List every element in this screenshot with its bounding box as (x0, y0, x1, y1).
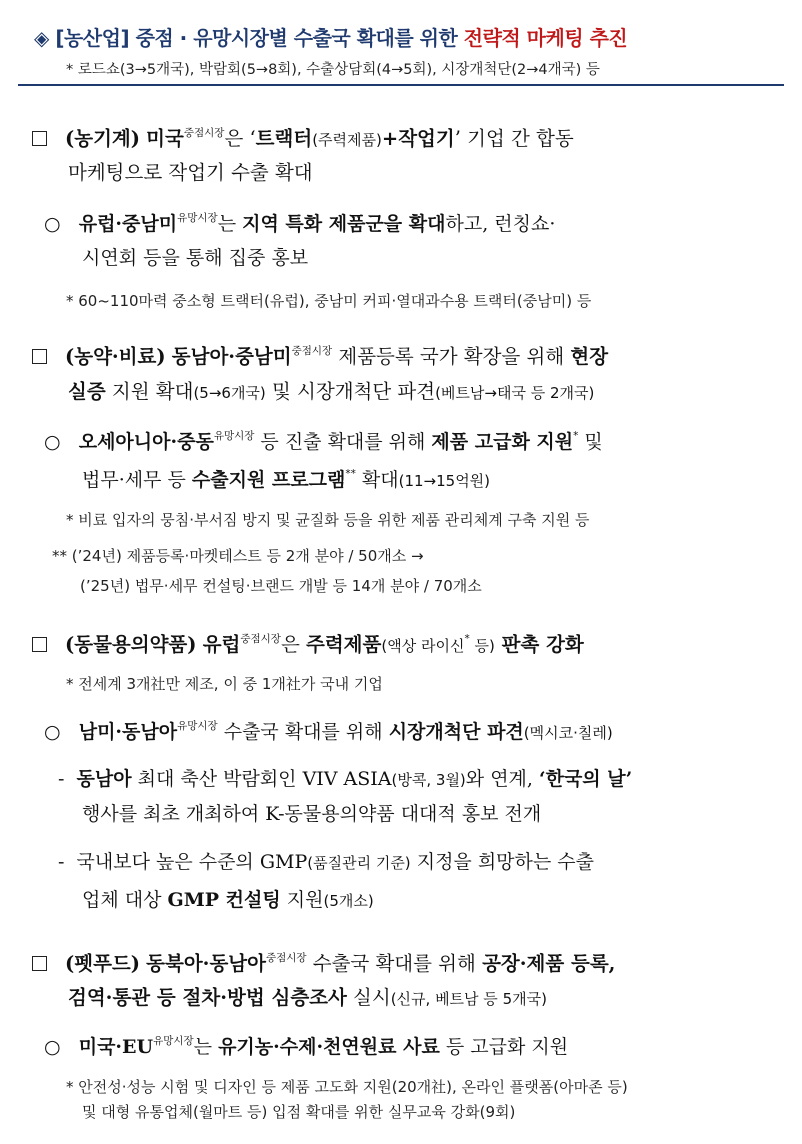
agrochem-sub-line-2: 법무·세무 등 수출지원 프로그램** 확대(11→15억원) (82, 468, 491, 491)
vet-dash1-line-1: - 동남아 최대 축산 박람회인 VIV ASIA(방콕, 3월)와 연계, ‘한국의 날’ (58, 768, 633, 790)
machinery-line-1: (농기계) 미국$^{중점시장}$은 ‘트랙터(주력제품)+작업기’ 기업 간 합동 (32, 124, 574, 155)
square-bullet-icon (32, 637, 47, 652)
machinery-sub-line-1: ○ 유럽·중남미$^{유망시장}$는 지역 특화 제품군을 확대하고, 런칭쇼· (44, 212, 556, 235)
vet-note: * 전세계 3개社만 제조, 이 중 1개社가 국내 기업 (66, 675, 383, 693)
vet-line-1: (동물용의약품) 유럽$^{중점시장}$은 주력제품(액상 라이신* 등) 판촉 강화 (32, 630, 584, 661)
square-bullet-icon (32, 956, 47, 971)
agrochem-line-2: 실증 지원 확대(5→6개국) 및 시장개척단 파견(베트남→태국 등 2개국) (68, 380, 595, 403)
agrochem-sub-line-1: ○ 오세아니아·중동$^{유망시장}$ 등 진출 확대를 위해 제품 고급화 지원* 및 (44, 430, 603, 453)
machinery-note: * 60~110마력 중소형 트랙터(유럽), 중남미 커피·열대과수용 트랙터(중남미) 등 (66, 292, 592, 310)
header-title-highlight: 전략적 마케팅 추진 (463, 26, 628, 50)
petfood-line-2: 검역·통관 등 절차·방법 심층조사 실시(신규, 베트남 등 5개국) (68, 986, 547, 1009)
vet-dash2-line-2: 업체 대상 GMP 컨설팅 지원(5개소) (82, 889, 374, 911)
header-title-main: 중점 · 유망시장별 수출국 확대를 위한 (135, 26, 464, 50)
square-bullet-icon (32, 349, 47, 364)
header-title-prefix: ◈ [농산업] (34, 26, 136, 50)
agrochem-note-3: (’25년) 법무·세무 컨설팅·브랜드 개발 등 14개 분야 / 70개소 (80, 577, 482, 595)
agrochem-note-1: * 비료 입자의 뭉침·부서짐 방지 및 균질화 등을 위한 제품 관리체계 구축 지원 등 (66, 511, 590, 529)
machinery-sub-line-2: 시연회 등을 통해 집중 홍보 (82, 247, 309, 269)
petfood-sub-line: ○ 미국$\cdot EU^{유망시장}$는 유기농·수제·천연원료 사료 등 고급화 지원 (44, 1035, 569, 1058)
machinery-line-2: 마케팅으로 작업기 수출 확대 (68, 161, 313, 184)
vet-sub-line: ○ 남미·동남아$^{유망시장}$ 수출국 확대를 위해 시장개척단 파견(멕시코·칠레) (44, 720, 613, 743)
square-bullet-icon (32, 131, 47, 146)
agrochem-line-1: (농약·비료) 동남아·중남미$^{중점시장}$ 제품등록 국가 확장을 위해 현장 (32, 342, 608, 372)
petfood-line-1: (펫푸드) 동북아·동남아$^{중점시장}$ 수출국 확대를 위해 공장·제품 등록, (32, 949, 615, 979)
header-title (34, 22, 627, 51)
header-subtitle: * 로드쇼(3→5개국), 박람회(5→8회), 수출상담회(4→5회), 시장개척단(2→4개국) 등 (66, 62, 600, 78)
vet-dash2-line-1: - 국내보다 높은 수준의 GMP(품질관리 기준) 지정을 희망하는 수출 (58, 851, 594, 873)
vet-dash1-line-2: 행사를 최초 개최하여 K-동물용의약품 대대적 홍보 전개 (82, 803, 542, 825)
petfood-note-2: 및 대형 유통업체(월마트 등) 입점 확대를 위한 실무교육 강화(9회) (82, 1103, 516, 1121)
agrochem-note-2: ** (’24년) 제품등록·마켓테스트 등 2개 분야 / 50개소 → (52, 547, 424, 565)
petfood-note-1: * 안전성·성능 시험 및 디자인 등 제품 고도화 지원(20개社), 온라인 플랫폼(아마존 등) (66, 1078, 628, 1096)
section-header (18, 10, 784, 86)
